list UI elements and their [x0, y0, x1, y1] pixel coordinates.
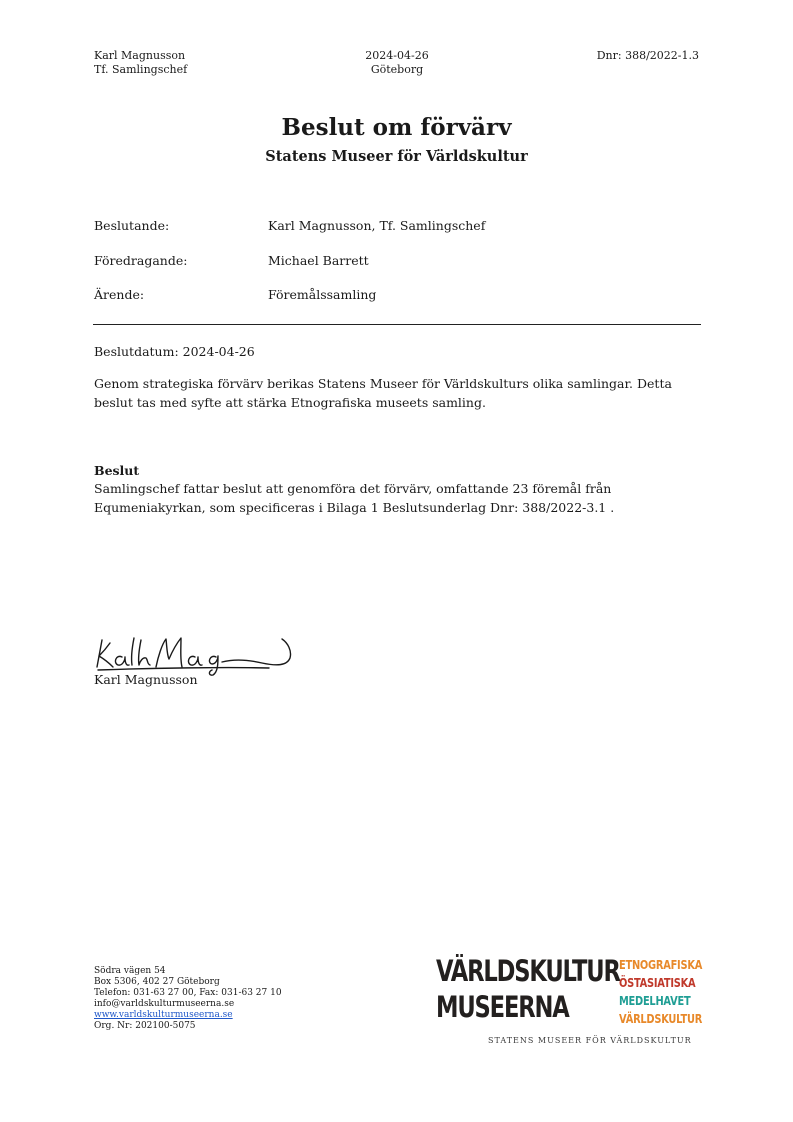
field-value-foredragande: Michael Barrett [268, 253, 369, 268]
logo-museum-varldskultur: VÄRLDSKULTUR [619, 1012, 703, 1026]
footer-street: Södra vägen 54 [94, 966, 166, 976]
decision-paragraph: Samlingschef fattar beslut att genomföra det förvärv, omfattande 23 föremål från Equmeniakyrkan, som specificeras i Bilaga 1 Beslutsunderlag Dnr: 388/2022-3.1 . [94, 481, 615, 515]
header-dnr: Dnr: 388/2022-1.3 [596, 49, 699, 62]
footer-website-link[interactable]: www.varldskulturmuseerna.se [94, 1010, 233, 1020]
decision-date: Beslutdatum: 2024-04-26 [94, 344, 255, 359]
logo-museum-medelhavet: MEDELHAVET [619, 994, 691, 1008]
decision-heading: Beslut [94, 463, 140, 478]
header-author-name: Karl Magnusson [94, 49, 186, 62]
footer-email: info@varldskulturmuseerna.se [94, 999, 235, 1009]
header-place: Göteborg [370, 63, 424, 76]
field-label-arende: Ärende: [94, 287, 145, 302]
logo-tagline: STATENS MUSEER FÖR VÄRLDSKULTUR [488, 1036, 692, 1045]
logo-museum-ostasiatiska: ÖSTASIATISKA [619, 976, 696, 990]
logo-line-2: MUSEERNA [436, 990, 569, 1024]
field-value-beslutande: Karl Magnusson, Tf. Samlingschef [268, 218, 486, 233]
footer-address [94, 966, 282, 1032]
logo-museum-etnografiska: ETNOGRAFISKA [619, 958, 703, 972]
header-author-role: Tf. Samlingschef [94, 63, 188, 76]
page-title: Beslut om förvärv [281, 114, 512, 141]
intro-paragraph: Genom strategiska förvärv berikas Statens Museer för Världskulturs olika samlingar. Detta beslut tas med syfte att stärka Etnografiska museets samling. [94, 376, 672, 410]
header-date: 2024-04-26 [365, 49, 429, 62]
page-subtitle: Statens Museer för Världskultur [265, 148, 528, 165]
handwritten-signature [94, 630, 299, 676]
logo-line-1: VÄRLDSKULTUR [436, 954, 620, 988]
field-label-beslutande: Beslutande: [94, 218, 170, 233]
header-author [94, 49, 187, 77]
footer-phone: Telefon: 031-63 27 00, Fax: 031-63 27 10 [94, 988, 282, 998]
header-date-place [297, 49, 497, 77]
varldskulturmuseerna-logo [436, 955, 702, 1047]
footer-box: Box 5306, 402 27 Göteborg [94, 977, 220, 987]
divider [93, 324, 701, 325]
footer-org-nr: Org. Nr: 202100-5075 [94, 1021, 196, 1031]
field-value-arende: Föremålssamling [268, 287, 377, 302]
signature-name: Karl Magnusson [94, 672, 198, 687]
field-label-foredragande: Föredragande: [94, 253, 188, 268]
